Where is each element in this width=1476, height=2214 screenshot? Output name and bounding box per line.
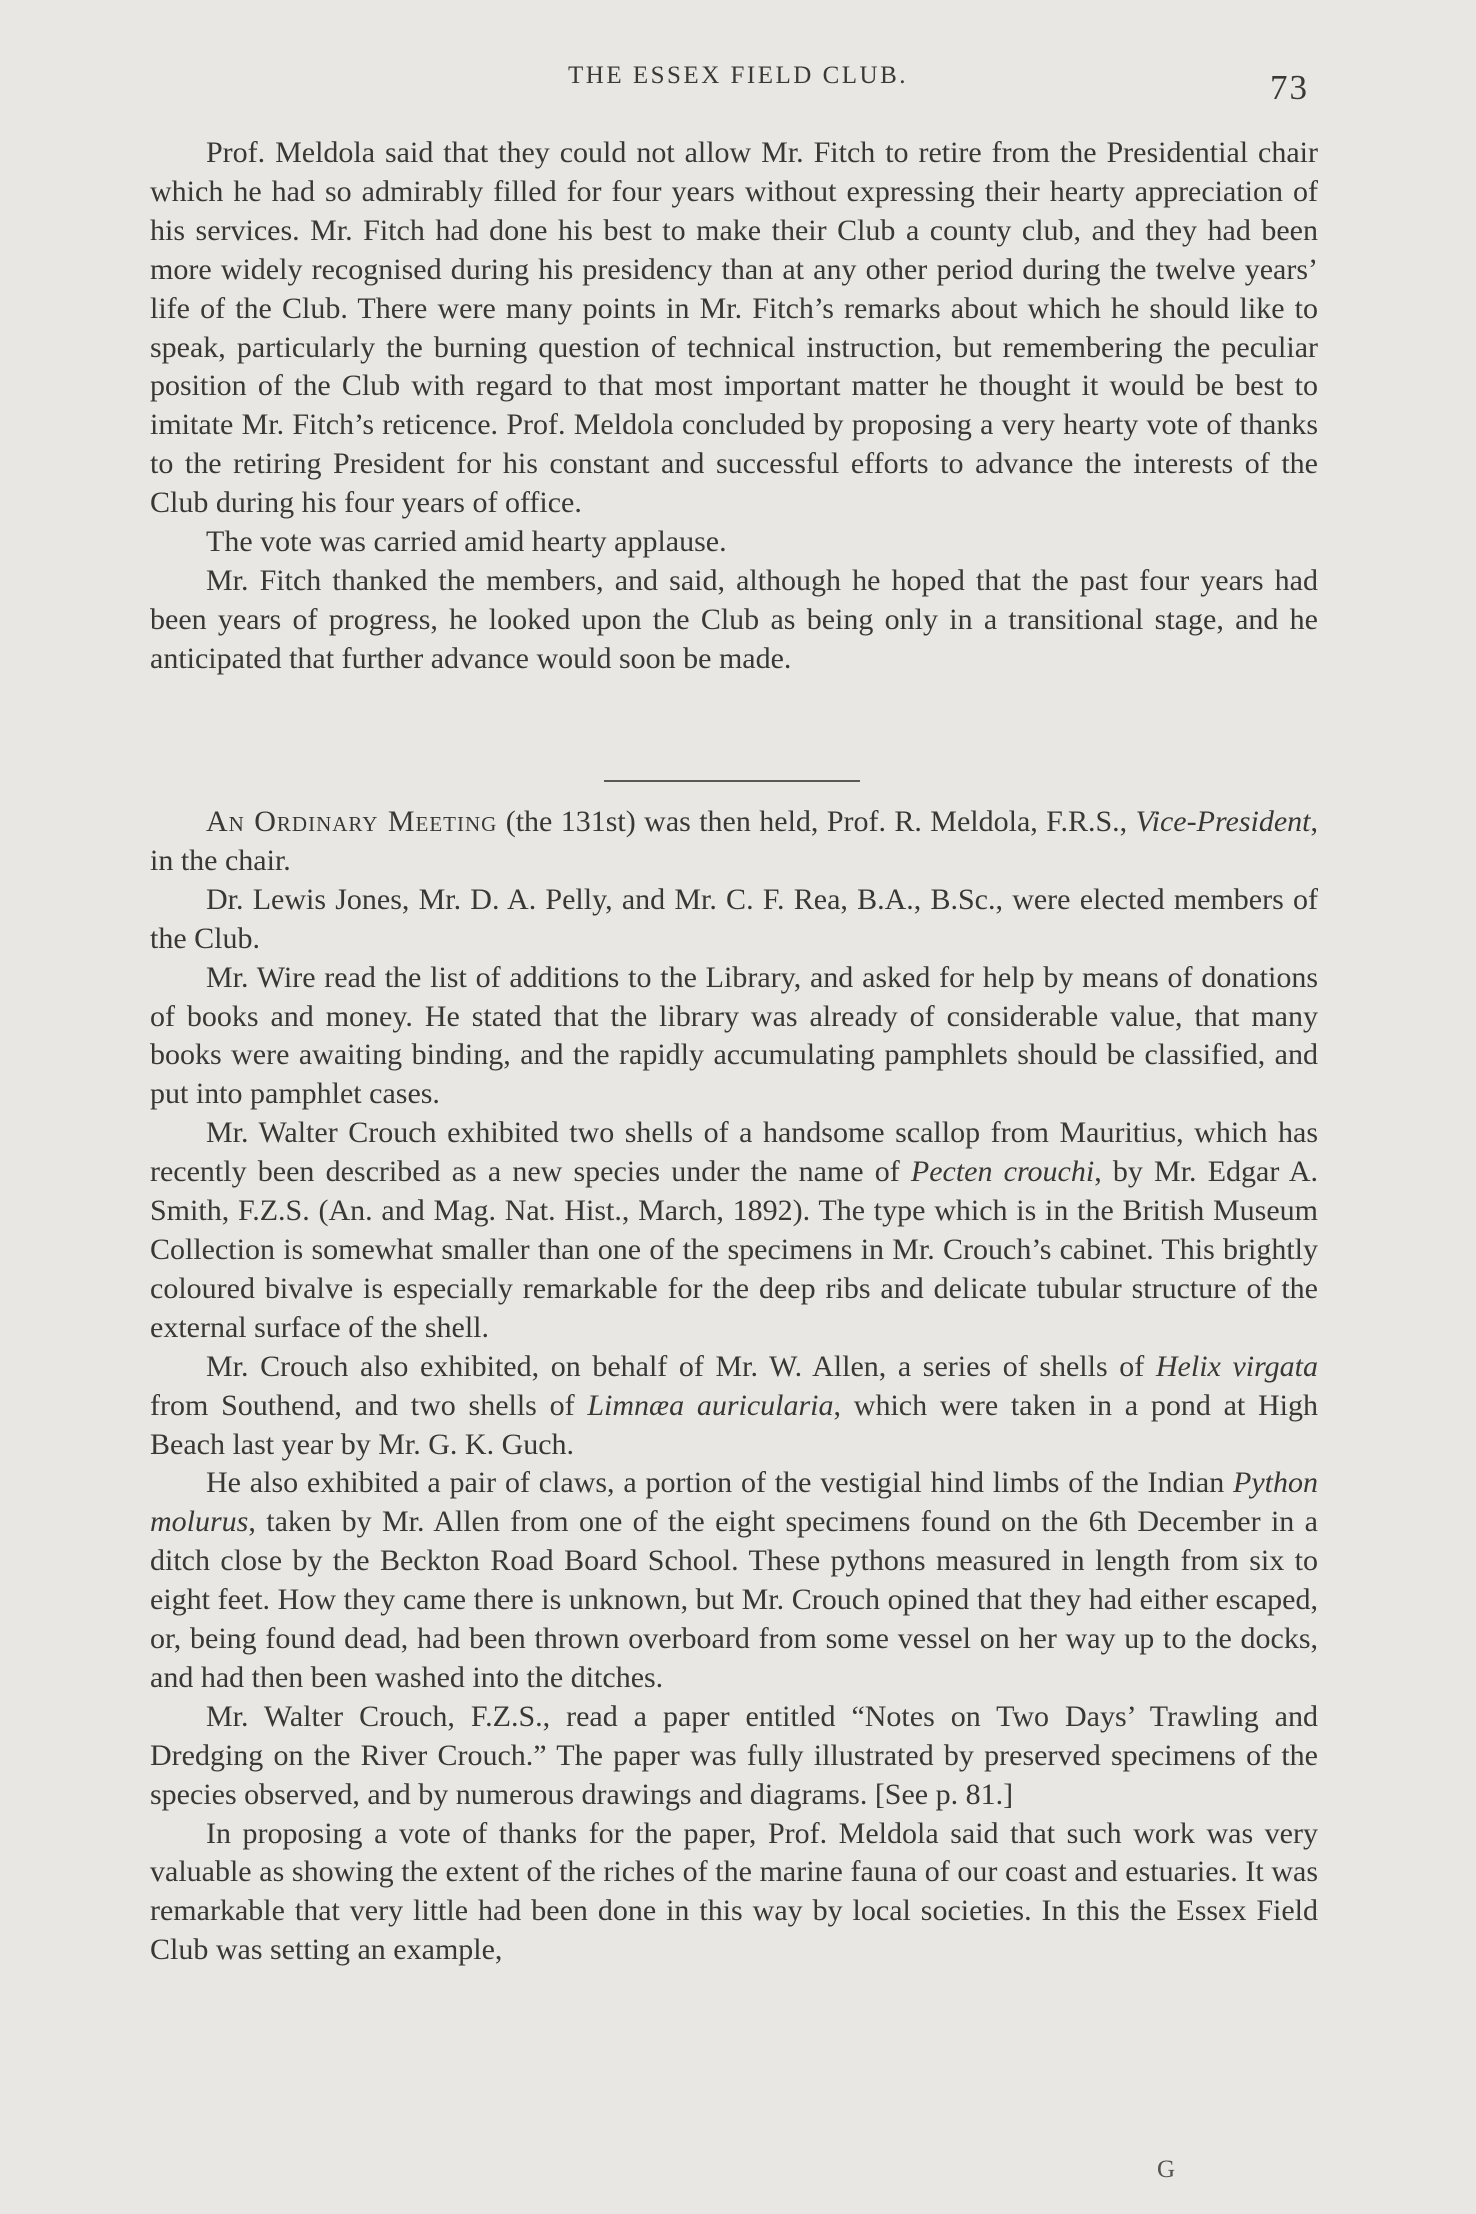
text-run: , in the chair.	[150, 805, 1318, 877]
running-title: THE ESSEX FIELD CLUB.	[568, 62, 908, 89]
text-run: from Southend, and two shells of	[150, 1388, 588, 1422]
paragraph: The vote was carried amid hearty applause.	[206, 525, 727, 559]
text-run: , by Mr. Edgar A. Smith, F.Z.S. (An. and Mag. Nat. Hist., March, 1892). The type which is in the British Museum Collection is somewhat smaller than one of the specimens in Mr. Crouch’s cabinet. This brightly coloured bivalve is especially remarkable for the deep ribs and delicate tubular structure of the external surface of the shell.	[150, 1155, 1319, 1344]
species-name: Pecten crouchi	[910, 1155, 1095, 1189]
paragraph: Dr. Lewis Jones, Mr. D. A. Pelly, and Mr. C. F. Rea, B.A., B.Sc., were elected members of the Club.	[150, 882, 1318, 955]
paragraph	[150, 1348, 1318, 1465]
paragraph	[150, 803, 1318, 881]
paragraph: Prof. Meldola said that they could not allow Mr. Fitch to retire from the Presidential chair which he had so admirably filled for four years without expressing their hearty appreciation of his services. Mr. Fitch had done his best to make their Club a county club, and they had been more widely recognised during his presidency than at any other period during the twelve years’ life of the Club. There were many points in Mr. Fitch’s remarks about which he should like to speak, particularly the burning question of technical instruction, but remembering the peculiar position of the Club with regard to that most important matter he thought it would be best to imitate Mr. Fitch’s reticence. Prof. Meldola concluded by proposing a very hearty vote of thanks to the retiring President for his constant and successful efforts to advance the interests of the Club during his four years of office.	[150, 136, 1318, 520]
paragraph	[150, 1464, 1318, 1697]
page-number: 73	[1270, 68, 1309, 107]
paragraph	[150, 1114, 1318, 1347]
signature-mark: G	[1157, 2156, 1176, 2183]
text-block-top	[150, 134, 1318, 679]
text-run: , which were taken in a pond at High Beach last year by Mr. G. K. Guch.	[150, 1388, 1318, 1461]
species-name: Python molurus	[150, 1466, 1318, 1539]
text-run: Mr. Crouch also exhibited, on behalf of Mr. W. Allen, a series of shells of	[206, 1349, 1156, 1383]
section-divider	[604, 780, 860, 782]
paragraph: Mr. Walter Crouch, F.Z.S., read a paper entitled “Notes on Two Days’ Trawling and Dredging on the River Crouch.” The paper was fully illustrated by preserved specimens of the species observed, and by numerous drawings and diagrams. [See p. 81.]	[150, 1699, 1318, 1811]
text-run: (the 131st) was then held, Prof. R. Meldola, F.R.S.,	[497, 805, 1136, 838]
text-run: Mr. Walter Crouch exhibited two shells of a handsome scallop from Mauritius, which has recently been described as a new species under the name of	[150, 1116, 1318, 1189]
text-run: , taken by Mr. Allen from one of the eight specimens found on the 6th December in a ditch close by the Beckton Road Board School. These pythons measured in length from six to eight feet. How they came there is unknown, but Mr. Crouch opined that they had either escaped, or, being found dead, had been thrown overboard from some vessel on her way up to the docks, and had then been washed into the ditches.	[150, 1505, 1318, 1694]
text-run: He also exhibited a pair of claws, a portion of the vestigial hind limbs of the Indian	[206, 1466, 1234, 1500]
meeting-heading: An Ordinary Meeting	[206, 805, 498, 838]
text-block-meeting	[150, 803, 1318, 1970]
species-name: Limnæa auricularia	[587, 1388, 834, 1422]
italic-run: Vice-President	[1135, 805, 1311, 838]
paragraph: In proposing a vote of thanks for the paper, Prof. Meldola said that such work was very valuable as showing the extent of the riches of the marine fauna of our coast and estuaries. It was remarkable that very little had been done in this way by local societies. In this the Essex Field Club was setting an example,	[150, 1816, 1318, 1967]
paragraph: Mr. Fitch thanked the members, and said, although he hoped that the past four years had been years of progress, he looked upon the Club as being only in a transitional stage, and he anticipated that further advance would soon be made.	[150, 563, 1318, 675]
paragraph: Mr. Wire read the list of additions to the Library, and asked for help by means of donations of books and money. He stated that the library was already of considerable value, that many books were awaiting binding, and the rapidly accumulating pamphlets should be classified, and put into pamphlet cases.	[150, 960, 1318, 1111]
species-name: Helix virgata	[1155, 1349, 1318, 1383]
